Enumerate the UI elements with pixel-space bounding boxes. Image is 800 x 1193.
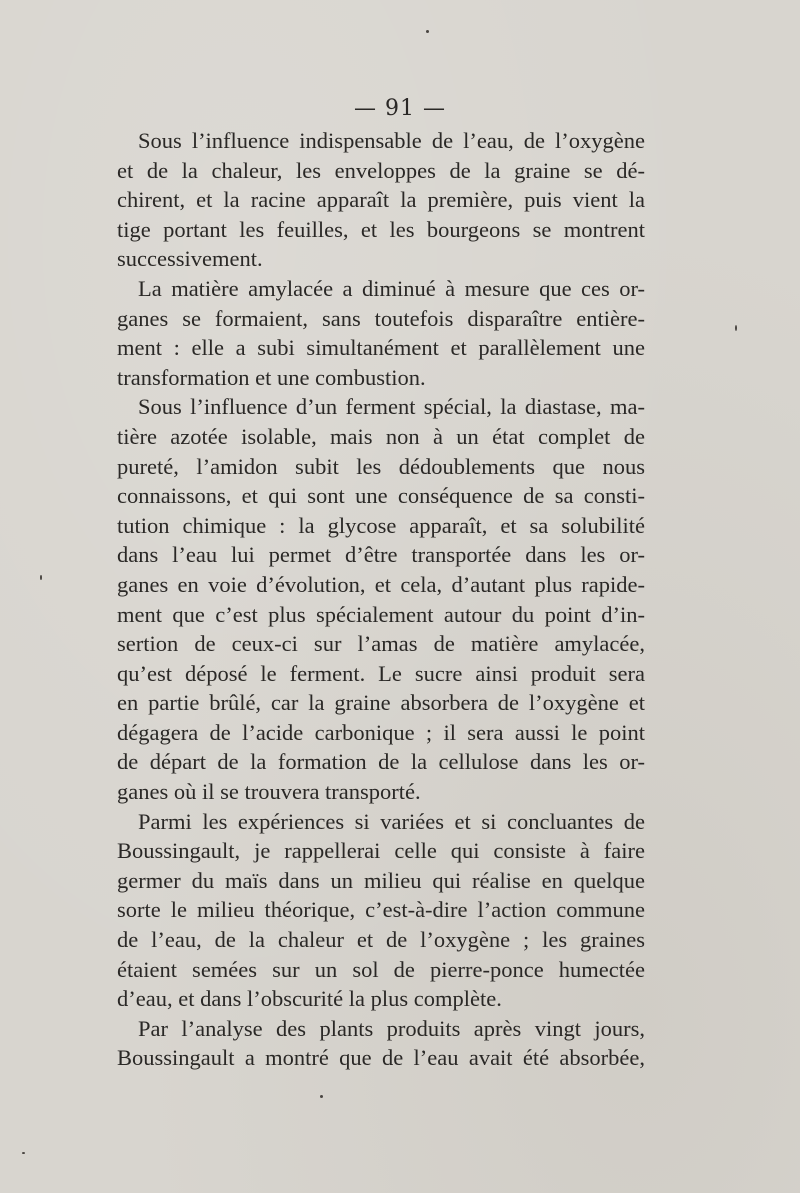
text-line: ganes où il se trouvera transporté. (117, 779, 421, 805)
text-line: connaissons, et qui sont une conséquence de sa consti- (117, 483, 645, 509)
text-line: La matière amylacée a diminué à mesure que ces or- (138, 275, 645, 301)
text-line: dans l’eau lui permet d’être transportée dans les or- (117, 542, 645, 568)
paper-speck (40, 575, 42, 580)
text-line: d’eau, et dans l’obscurité la plus complète. (117, 986, 502, 1012)
text-line: Sous l’influence d’un ferment spécial, la diastase, ma- (138, 394, 645, 420)
text-line: Par l’analyse des plants produits après vingt jours, (138, 1015, 645, 1041)
text-line: germer du maïs dans un milieu qui réalise en quelque (117, 867, 645, 893)
text-line: tière azotée isolable, mais non à un état complet de (117, 423, 645, 449)
text-line: tution chimique : la glycose apparaît, et sa solubilité (117, 512, 645, 538)
text-line: chirent, et la racine apparaît la première, puis vient la (117, 187, 645, 213)
text-line: successivement. (117, 246, 263, 272)
text-line: ganes se formaient, sans toutefois disparaître entière- (117, 305, 645, 331)
text-line: étaient semées sur un sol de pierre-ponce humectée (117, 956, 645, 982)
text-line: tige portant les feuilles, et les bourgeons se montrent (117, 216, 645, 242)
text-line: Boussingault a montré que de l’eau avait été absorbée, (117, 1045, 645, 1071)
text-line: ganes en voie d’évolution, et cela, d’autant plus rapide- (117, 571, 645, 597)
paper-speck (735, 325, 737, 331)
text-line: de l’eau, de la chaleur et de l’oxygène ; les graines (117, 927, 645, 953)
text-line: sorte le milieu théorique, c’est-à-dire l’action commune (117, 897, 645, 923)
text-line: de départ de la formation de la cellulose dans les or- (117, 749, 645, 775)
text-line: sertion de ceux-ci sur l’amas de matière amylacée, (117, 631, 645, 657)
paper-speck (22, 1152, 25, 1154)
body-text (117, 126, 645, 1073)
text-line: dégagera de l’acide carbonique ; il sera aussi le point (117, 719, 645, 745)
text-line: et de la chaleur, les enveloppes de la graine se dé- (117, 157, 645, 183)
text-line: ment : elle a subi simultanément et parallèlement une (117, 335, 645, 361)
text-line: ment que c’est plus spécialement autour du point d’in- (117, 601, 645, 627)
text-line: Sous l’influence indispensable de l’eau, de l’oxygène (138, 128, 645, 153)
text-line: qu’est déposé le ferment. Le sucre ainsi produit sera (117, 660, 645, 686)
paper-speck (426, 30, 429, 33)
page-number: — 91 — (354, 96, 446, 121)
paper-speck (320, 1095, 323, 1098)
text-line: Parmi les expériences si variées et si concluantes de (138, 808, 645, 834)
text-line: pureté, l’amidon subit les dédoublements que nous (117, 453, 645, 479)
text-line: Boussingault, je rappellerai celle qui consiste à faire (117, 838, 645, 864)
text-line: en partie brûlé, car la graine absorbera de l’oxygène et (117, 690, 645, 716)
text-line: transformation et une combustion. (117, 364, 426, 390)
